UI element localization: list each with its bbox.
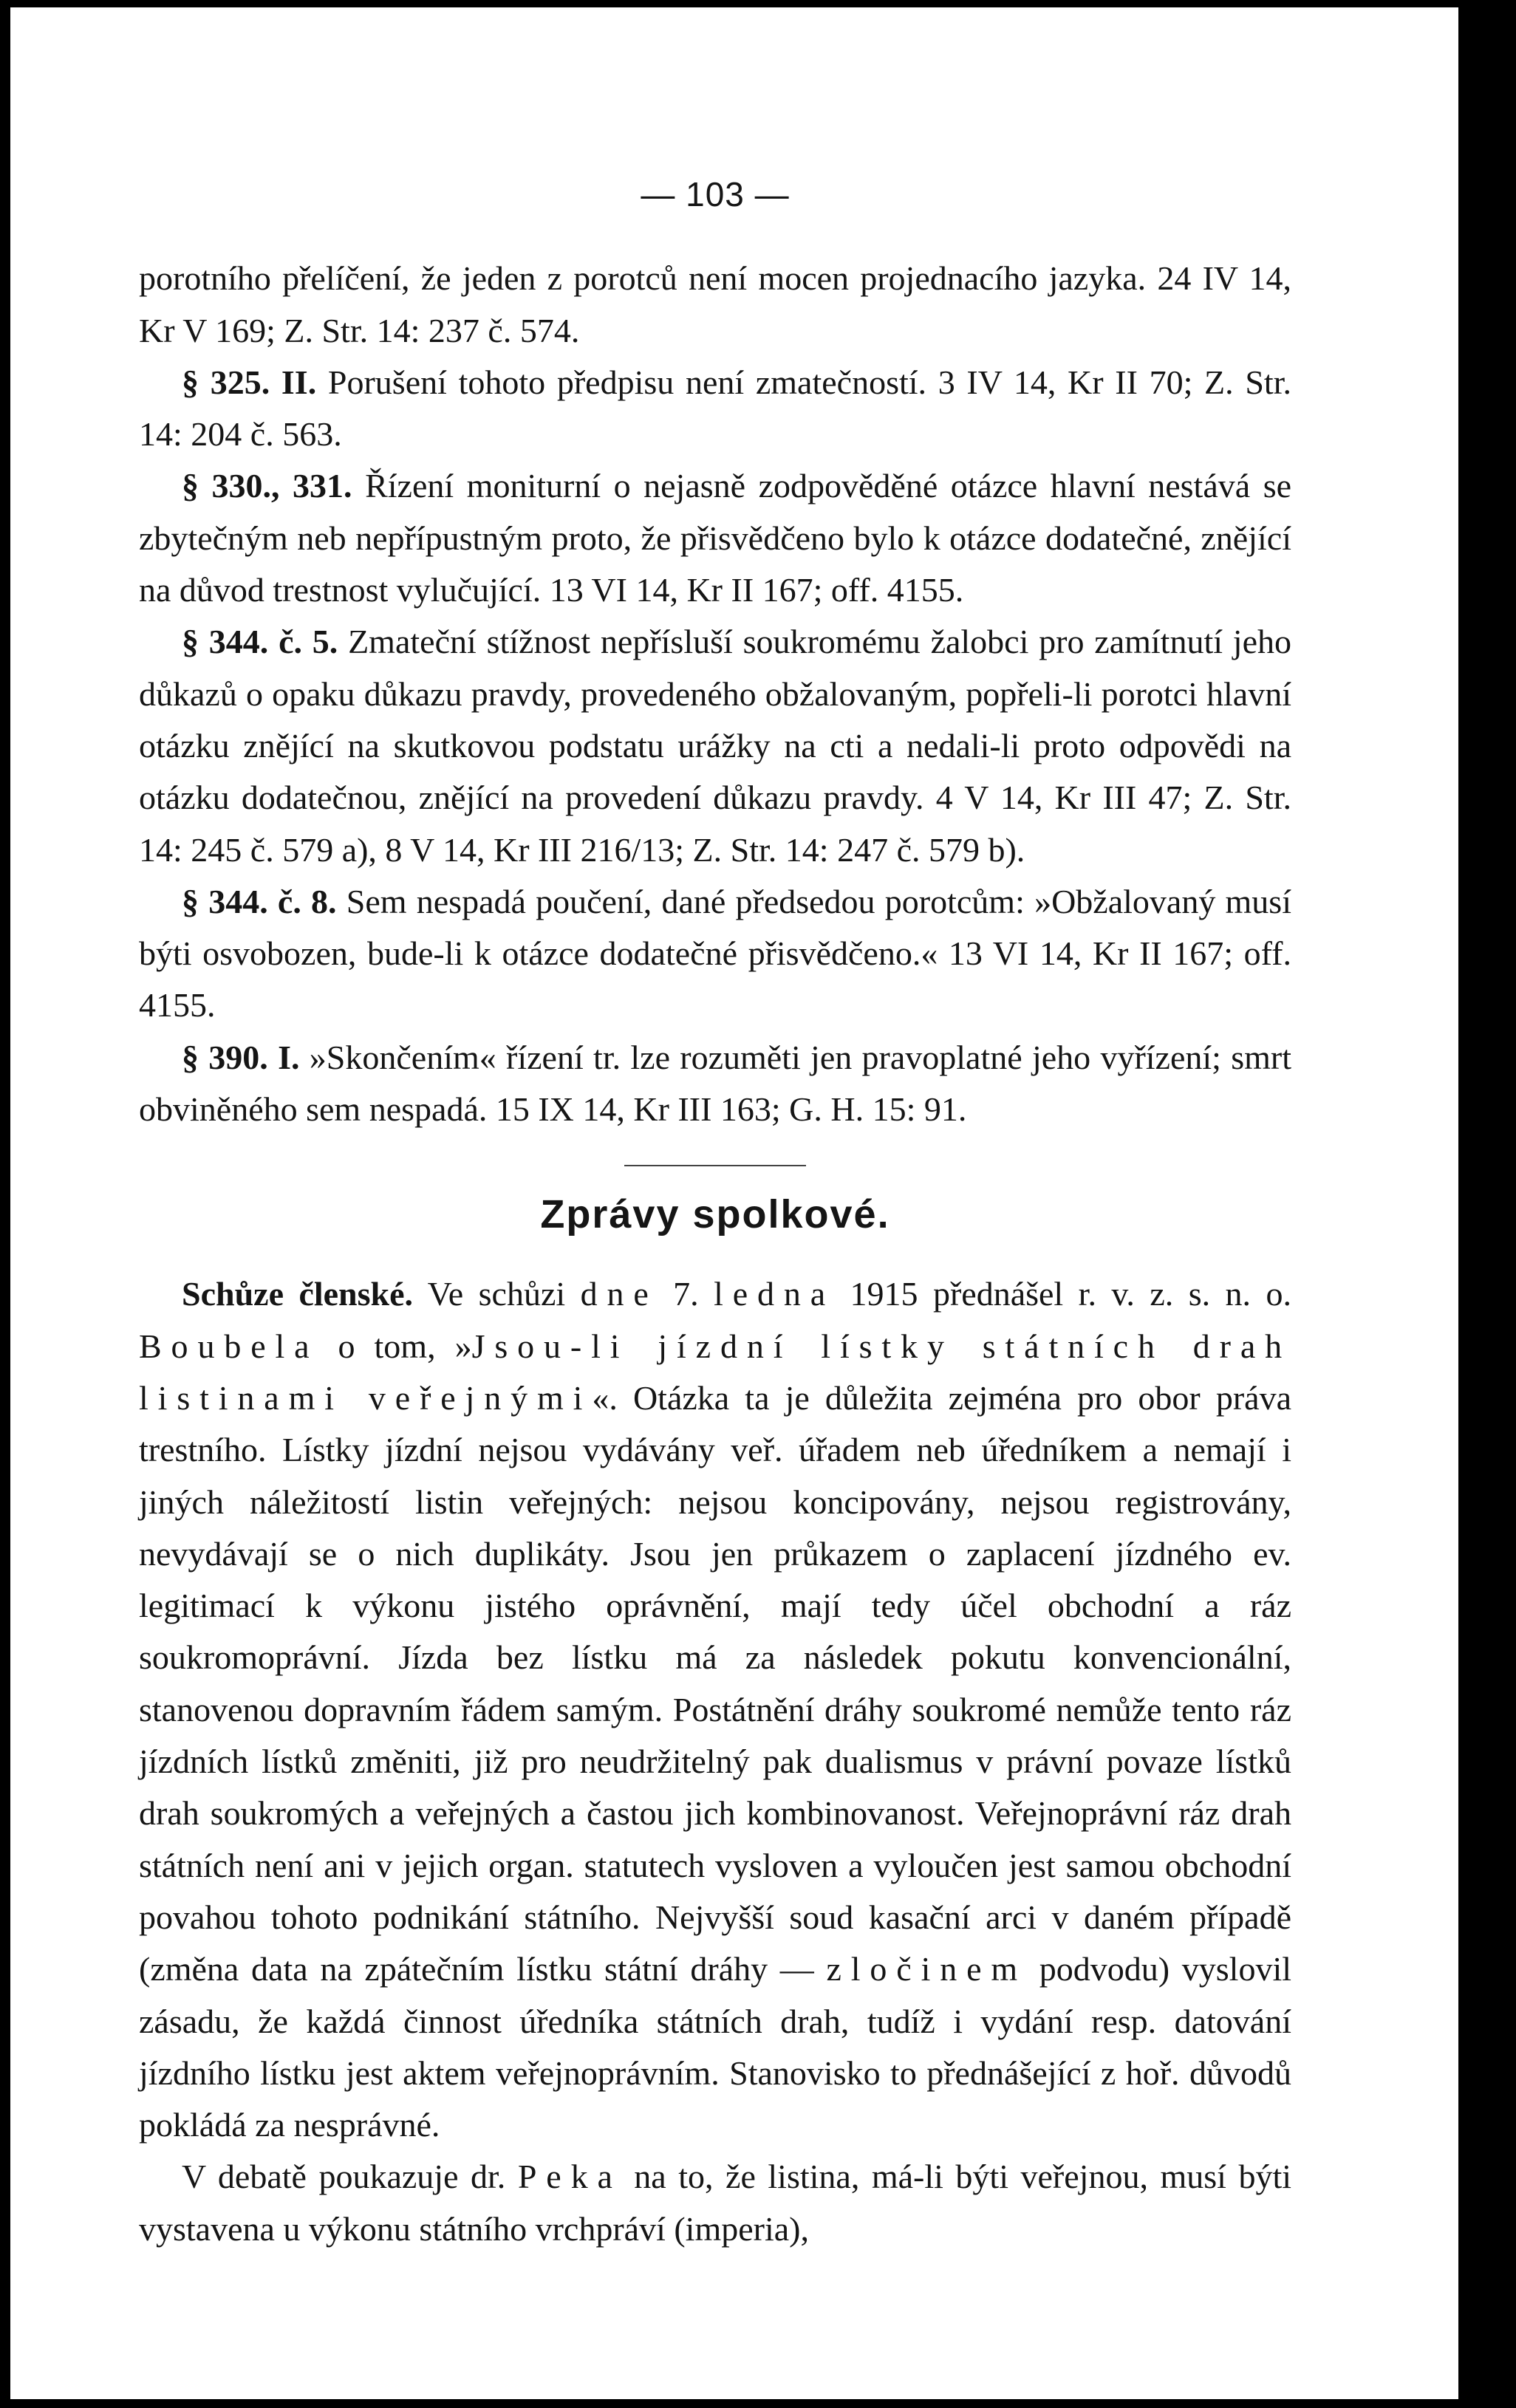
text-run: «. Otázka ta je důležita zejména pro obor práva trestního. Lístky jízdní nejsou vydávány veř. úřadem neb úředníkem a nemají i jiných náležitostí listin veřejných: nejsou koncipovány, nejsou registrovány, nevydávají se o nich duplikáty. Jsou jen průkazem o zaplacení jízdného ev. legitimací k výkonu jistého oprávnění, mají tedy účel obchodní a ráz soukromoprávní. Jízda bez lístku má za následek pokutu konvencionální, stanovenou dopravním řádem samým. Postátnění dráhy soukromé nemůže tento ráz jízdních lístků změniti, již pro neudržitelný pak dualismus v právní povaze lístků drah soukromých a veřejných a častou jich kombinovanost. Veřejnoprávní ráz drah státních není ani v jejich organ. statutech vysloven a vyloučen jest samou obchodní povahou tohoto podnikání státního. Nejvyšší soud kasační arci v daném případě (změna data na zpátečním lístku státní dráhy — [139, 1378, 1291, 1988]
paragraph-330 [139, 460, 1291, 616]
section-reference: § 344. č. 5. [182, 623, 338, 661]
paragraph-porota [139, 253, 1291, 357]
paragraph-text: Řízení moniturní o nejasně zodpověděné otázce hlavní nestává se zbytečným neb nepřípustným proto, že přisvědčeno bylo k otázce dodatečné, znějící na důvod trestnost vylučující. 13 VI 14, Kr II 167; off. 4155. [139, 467, 1292, 609]
spaced-lecture-title: Jsou-li jízdní lístky státních drah listinami veřejnými [139, 1327, 1292, 1417]
paragraph-debata [139, 2151, 1291, 2255]
text-run: podvodu) vyslovil zásadu, že každá činnost úředníka státních drah, tudíž i vydání resp. datování jízdního lístku jest aktem veřejnoprávním. Stanovisko to přednášející z hoř. důvodů pokládá za nesprávné. [139, 1950, 1292, 2144]
spaced-text: dne [580, 1275, 658, 1313]
paragraph-text: Zmateční stížnost nepřísluší soukromému žalobci pro zamítnutí jeho důkazů o opaku důkazu pravdy, provedeného obžalovaným, popřeli-li porotci hlavní otázku znějící na skutkovou podstatu urážky na cti a nedali-li proto odpovědi na otázku dodatečnou, znějící na provedení důkazu pravdy. 4 V 14, Kr III 47; Z. Str. 14: 245 č. 579 a), 8 V 14, Kr III 216/13; Z. Str. 14: 247 č. 579 b). [139, 623, 1292, 869]
section-reference: § 390. I. [182, 1038, 300, 1076]
section-reference: § 344. č. 8. [182, 882, 337, 920]
page-content [139, 168, 1291, 2255]
spaced-name: Peka [517, 2158, 622, 2196]
section-reference: § 330., 331. [182, 467, 352, 505]
paragraph-344-5 [139, 616, 1291, 875]
paragraph-schuze [139, 1268, 1291, 2151]
section-reference: § 325. II. [182, 363, 317, 401]
text-run: o tom, » [318, 1327, 472, 1365]
paragraph-text: Porušení tohoto předpisu není zmatečností. 3 IV 14, Kr II 70; Z. Str. 14: 204 č. 563. [139, 363, 1291, 454]
text-run: 1915 přednášel r. v. z. s. n. o. [835, 1275, 1291, 1313]
spaced-text: zločinem [826, 1950, 1028, 1988]
paragraph-344-8 [139, 876, 1291, 1032]
text-run: Ve schůzi [413, 1275, 581, 1313]
paragraph-text: Sem nespadá poučení, dané předsedou porotcům: »Obžalovaný musí býti osvobozen, bude-li k otázce dodatečné přisvědčeno.« 13 VI 14, Kr II 167; off. 4155. [139, 882, 1291, 1025]
section-title: Zprávy spolkové. [540, 1192, 890, 1237]
text-run: na to, že listina, má-li býti veřejnou, musí býti vystavena u výkonu státního vrchpráví (imperia), [139, 2158, 1292, 2248]
section-divider [624, 1165, 806, 1166]
text-run: V debatě poukazuje dr. [182, 2158, 518, 2196]
paragraph-390 [139, 1032, 1291, 1136]
spaced-text: ledna [714, 1275, 836, 1313]
paragraph-325 [139, 357, 1291, 461]
book-page [10, 7, 1458, 2399]
paragraph-heading: Schůze členské. [182, 1275, 414, 1313]
page-number: — 103 — [641, 175, 790, 213]
spaced-name: Boubela [139, 1327, 319, 1365]
paragraph-text: porotního přelíčení, že jeden z porotců není mocen projednacího jazyka. 24 IV 14, Kr V 169; Z. Str. 14: 237 č. 574. [139, 259, 1291, 349]
text-run: 7. [658, 1275, 714, 1313]
paragraph-text: »Skončením« řízení tr. lze rozuměti jen pravoplatné jeho vyřízení; smrt obviněného sem nespadá. 15 IX 14, Kr III 163; G. H. 15: 91. [139, 1038, 1292, 1129]
